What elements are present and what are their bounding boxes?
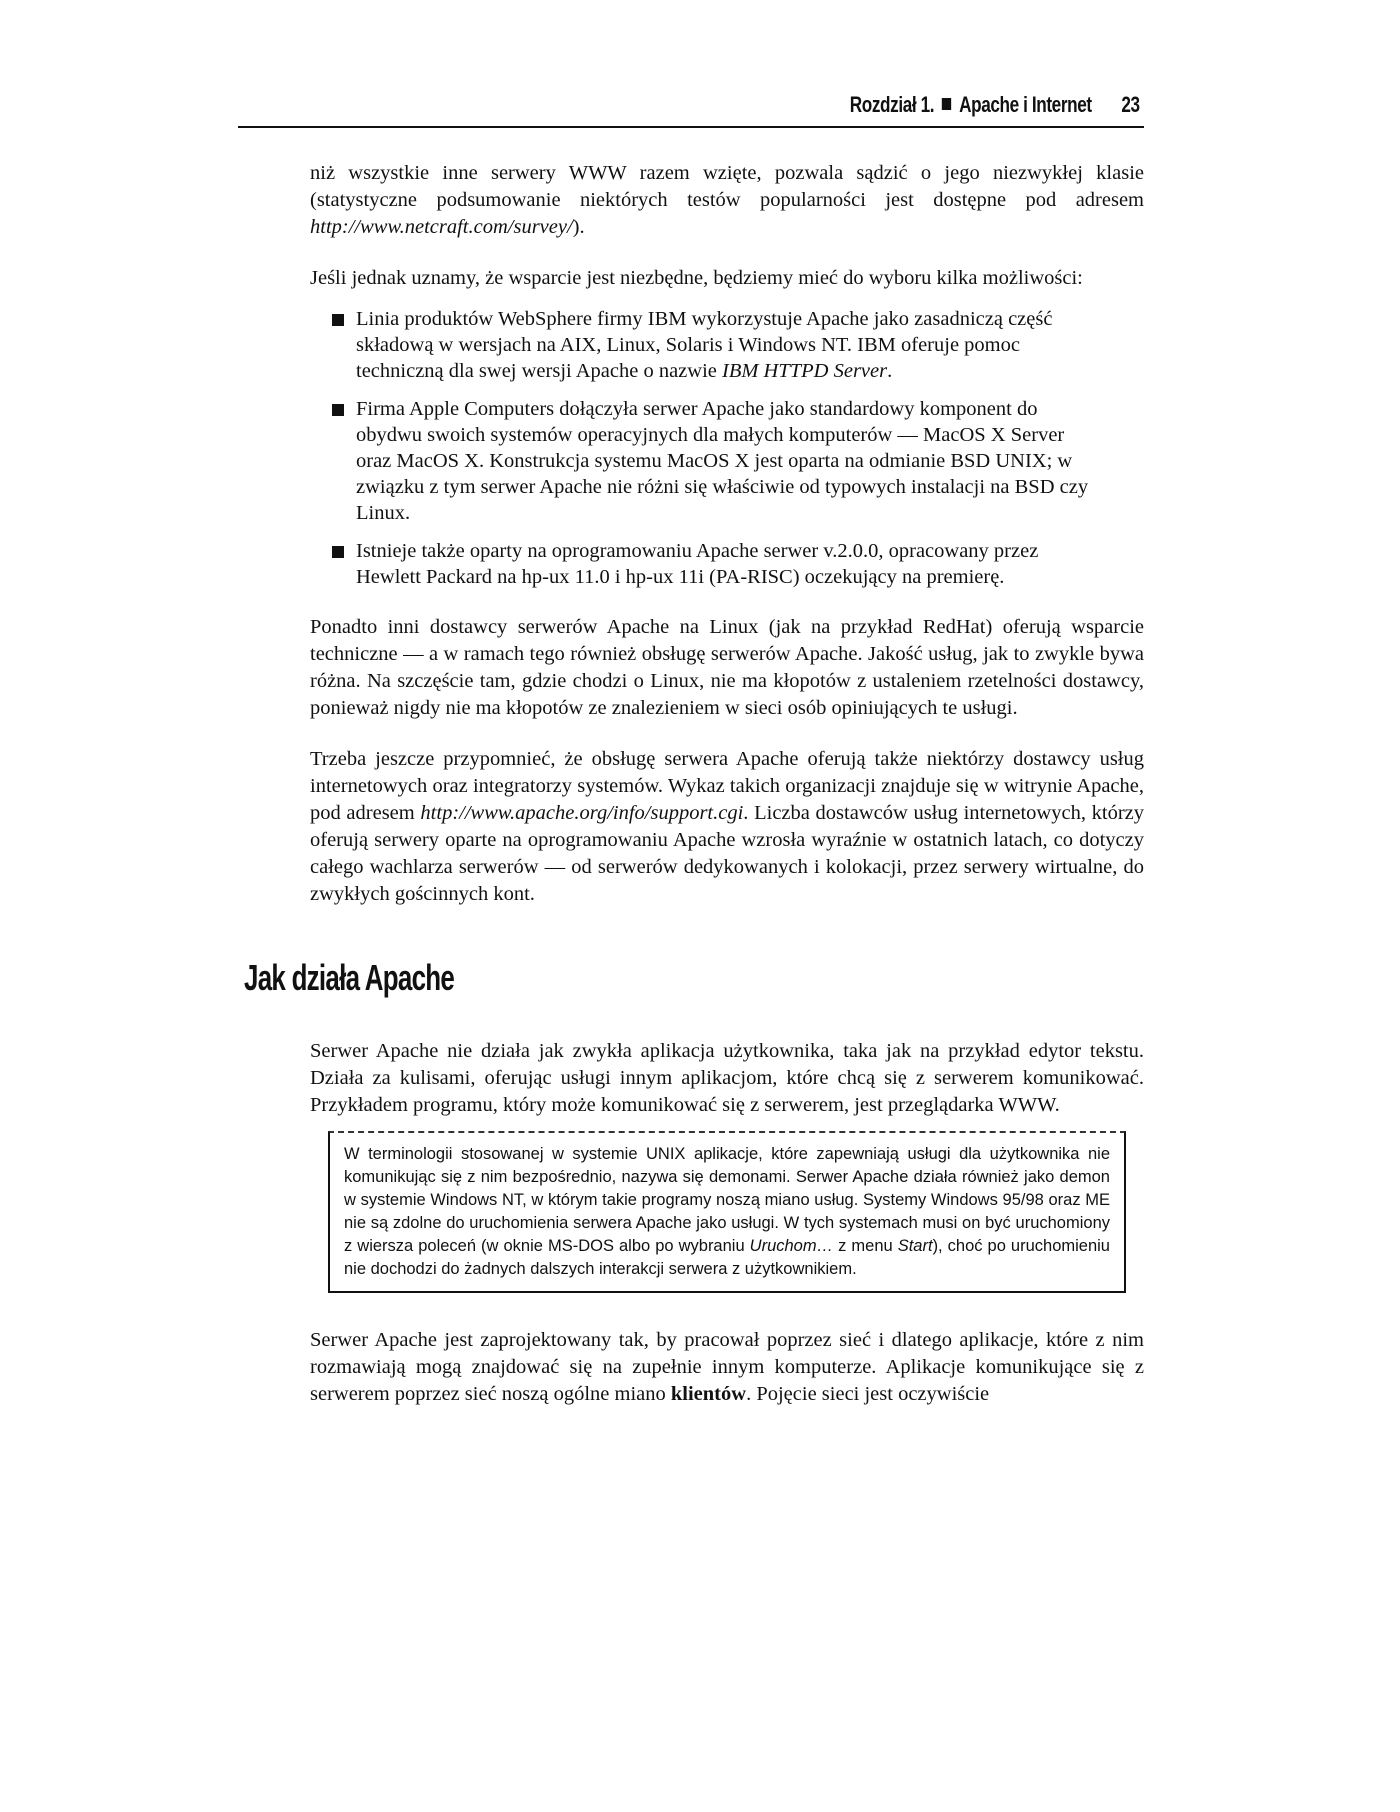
header-title: Apache i Internet xyxy=(959,92,1093,117)
section-heading: Jak działa Apache xyxy=(244,957,455,998)
running-header xyxy=(238,90,1144,128)
paragraph-1 xyxy=(310,160,1144,241)
list-item xyxy=(332,306,1144,384)
note-text xyxy=(344,1143,1110,1281)
paragraph-4-end: . Liczba dostawców usług internetowych, którzy oferują serwery oparte na oprogramowaniu Apache wzrosła wyraźnie w ostatnich latach, co dotyczy całego wachlarza serwerów — od serwerów dedykowanych i kolokacji, przez serwery wirtualne, do zwykłych gościnnych kont. xyxy=(310,802,1145,905)
page-body xyxy=(244,160,1145,1432)
term-clients: klientów xyxy=(670,1383,747,1405)
paragraph-4-text: Trzeba jeszcze przypomnieć, że obsługę serwera Apache oferują także niektórzy dostawcy usług internetowych oraz integratorzy systemów. Wykaz takich organizacji znajduje się w witrynie Apache, pod adresem xyxy=(310,748,1144,824)
list-item-text: Firma Apple Computers dołączyła serwer Apache jako standardowy komponent do obydwu swoich systemów operacyjnych dla małych komputerów — MacOS X Server oraz MacOS X. Konstrukcja systemu MacOS X jest oparta na odmianie BSD UNIX; w związku z tym serwer Apache nie różni się właściwie od typowych instalacji na BSD czy Linux. xyxy=(356,398,1089,524)
paragraph-1-end: ). xyxy=(572,216,585,238)
paragraph-6-text: Serwer Apache jest zaprojektowany tak, by pracował poprzez sieć i dlatego aplikacje, które z nim rozmawiają mogą znajdować się na zupełnie innym komputerze. Aplikacje komunikujące się z serwerem poprzez sieć noszą ogólne miano xyxy=(310,1329,1144,1405)
paragraph-6-end: . Pojęcie sieci jest oczywiście xyxy=(746,1383,990,1405)
paragraph-1-text: niż wszystkie inne serwery WWW razem wzięte, pozwala sądzić o jego niezwykłej klasie (statystyczne podsumowanie niektórych testów popularności jest dostępne pod adresem xyxy=(310,162,1144,211)
page-number: 23 xyxy=(1121,92,1140,117)
note-text-part: ), choć po uruchomieniu nie dochodzi do żadnych dalszych interakcji serwera z użytkownikiem. xyxy=(344,1237,1110,1278)
header-chapter: Rozdział 1. xyxy=(850,92,935,117)
paragraph-6 xyxy=(310,1327,1144,1408)
note-menu-name: Start xyxy=(897,1237,933,1255)
square-bullet-icon xyxy=(332,314,344,326)
header-text xyxy=(850,92,1140,118)
list-item-text: Istnieje także oparty na oprogramowaniu Apache serwer v.2.0.0, opracowany przez Hewlett Packard na hp-ux 11.0 i hp-ux 11i (PA-RISC) oczekujący na premierę. xyxy=(356,540,1039,588)
support-options-list xyxy=(310,306,1144,590)
note-menu-item: Uruchom… xyxy=(749,1237,834,1255)
square-bullet-icon xyxy=(332,546,344,558)
netcraft-url: http://www.netcraft.com/survey/ xyxy=(310,216,573,238)
note-box xyxy=(328,1131,1126,1293)
note-text-part: z menu xyxy=(833,1237,898,1255)
header-separator-square xyxy=(942,98,951,110)
apache-support-url: http://www.apache.org/info/support.cgi xyxy=(420,802,744,824)
paragraph-2: Jeśli jednak uznamy, że wsparcie jest niezbędne, będziemy mieć do wyboru kilka możliwości: xyxy=(310,267,1083,289)
list-item xyxy=(332,538,1144,590)
list-item-end: . xyxy=(887,360,893,382)
ibm-server-name: IBM HTTPD Server xyxy=(722,360,888,382)
paragraph-4 xyxy=(310,746,1144,908)
paragraph-5: Serwer Apache nie działa jak zwykła aplikacja użytkownika, taka jak na przykład edytor tekstu. Działa za kulisami, oferując usługi innym aplikacjom, które chcą się z serwerem komunikować. Przykładem programu, który może komunikować się z serwerem, jest przeglądarka WWW. xyxy=(310,1040,1144,1116)
paragraph-3: Ponadto inni dostawcy serwerów Apache na Linux (jak na przykład RedHat) oferują wsparcie techniczne — a w ramach tego również obsługę serwerów Apache. Jakość usług, jak to zwykle bywa różna. Na szczęście tam, gdzie chodzi o Linux, nie ma kłopotów z ustaleniem rzetelności dostawcy, ponieważ nigdy nie ma kłopotów ze znalezieniem w sieci osób opiniujących te usługi. xyxy=(310,616,1144,719)
square-bullet-icon xyxy=(332,404,344,416)
list-item xyxy=(332,396,1144,526)
list-item-text: Linia produktów WebSphere firmy IBM wykorzystuje Apache jako zasadniczą część składową w wersjach na AIX, Linux, Solaris i Windows NT. IBM oferuje pomoc techniczną dla swej wersji Apache o nazwie xyxy=(356,308,1053,382)
note-text-part: W terminologii stosowanej w systemie UNIX aplikacje, które zapewniają usługi dla użytkownika nie komunikując się z nim bezpośrednio, nazywa się demonami. Serwer Apache działa również jako demon w systemie Windows NT, w którym takie programy noszą miano usług. Systemy Windows 95/98 oraz ME nie są zdolne do uruchomienia serwera Apache jako usługi. W tych systemach musi on być uruchomiony z wiersza poleceń (w oknie MS-DOS albo po wybraniu xyxy=(344,1145,1110,1255)
